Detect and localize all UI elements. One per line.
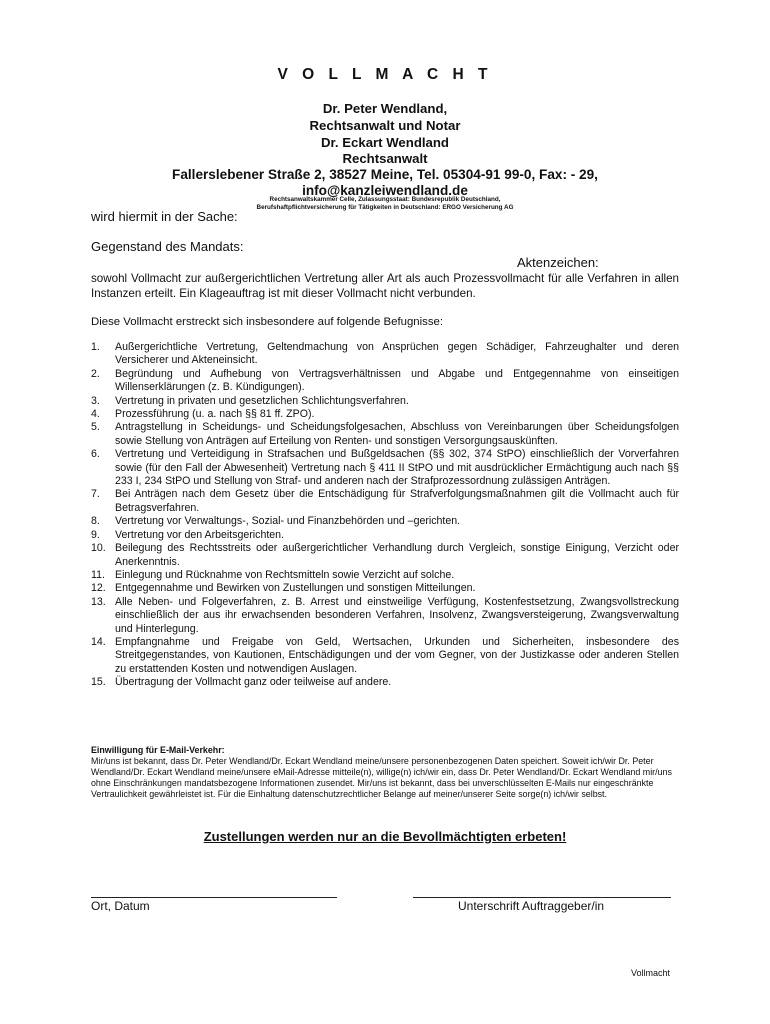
list-item-text: Antragstellung in Scheidungs- und Scheidungsfolgesachen, Abschluss von Vereinbarungen über Scheidungsfolgen sowie Stellung von Anträgen auf Erteilung von Renten- und sonstigen Versorgungsauskünften. [115, 421, 679, 447]
list-item-number: 15. [91, 676, 106, 689]
email-consent-heading: Einwilligung für E-Mail-Verkehr: [91, 745, 225, 755]
list-item-number: 10. [91, 542, 106, 555]
list-item-number: 5. [91, 421, 100, 434]
list-item [91, 448, 679, 488]
list-item [91, 636, 679, 676]
insurance-info: Berufshaftpflichtversicherung für Tätigkeiten in Deutschland: ERGO Versicherung AG [256, 204, 514, 211]
chamber-info: Rechtsanwaltskammer Celle, Zulassungsstaat: Bundesrepublik Deutschland, [269, 196, 501, 203]
lawyer-name-2: Dr. Eckart Wendland [320, 135, 449, 150]
list-item-number: 4. [91, 408, 100, 421]
list-item [91, 341, 679, 368]
signature-line-auftraggeber[interactable] [413, 897, 671, 898]
befugnisse-list [91, 341, 679, 690]
list-item-text: Begründung und Aufhebung von Vertragsverhältnissen und Abgabe und Entgegennahme von einseitigen Willenserklärungen (z. B. Kündigungen). [115, 367, 679, 394]
list-item-text: Vertretung und Verteidigung in Strafsachen und Bußgeldsachen (§§ 302, 374 StPO) einschließlich der Vorverfahren sowie (für den Fall der Abwesenheit) Vertretung nach § 411 II StPO und mit ausdrücklicher Ermächtigung auch nach §§ 233 I, 234 StPO und Stellung von Straf- und anderen nach der Strafprozessordnung zulässigen Anträgen. [115, 448, 679, 488]
list-item-text: Empfangnahme und Freigabe von Geld, Wertsachen, Urkunden und Sicherheiten, insbesondere des Streitgegenstandes, von Kautionen, Entschädigungen und der vom Gegner, von der Justizkasse oder anderen Stellen zu erstattenden Kosten und notwendigen Auslagen. [115, 635, 679, 675]
list-item-text: Außergerichtliche Vertretung, Geltendmachung von Ansprüchen gegen Schädiger, Fahrzeughalter und deren Versicherer und Akteneinsicht. [115, 341, 679, 367]
lawyer-role-1: Rechtsanwalt und Notar [309, 118, 461, 133]
list-item-number: 3. [91, 394, 100, 407]
intro-text: wird hiermit in der Sache: [91, 209, 238, 224]
zustellungen-notice: Zustellungen werden nur an die Bevollmächtigten erbeten! [203, 829, 567, 844]
lawyer-role-2: Rechtsanwalt [342, 151, 428, 166]
list-item-text: Vertretung in privaten und gesetzlichen Schlichtungsverfahren. [115, 394, 409, 407]
list-item-number: 11. [91, 568, 105, 581]
list-item [91, 488, 679, 515]
list-item [91, 596, 679, 636]
list-item [91, 395, 679, 408]
list-item [91, 569, 679, 582]
list-item-number: 9. [91, 528, 100, 541]
befugnisse-intro: Diese Vollmacht erstreckt sich insbesondere auf folgende Befugnisse: [91, 316, 444, 328]
document-title: V O L L M A C H T [277, 66, 493, 83]
aktenzeichen-label: Aktenzeichen: [517, 255, 599, 270]
list-item-number: 8. [91, 515, 100, 528]
email-consent-section [91, 745, 685, 800]
list-item [91, 421, 679, 448]
gegenstand-label: Gegenstand des Mandats: [91, 239, 244, 254]
lawyer-name-1: Dr. Peter Wendland, [322, 101, 448, 116]
list-item-text: Prozessführung (u. a. nach §§ 81 ff. ZPO). [115, 408, 315, 421]
list-item-text: Einlegung und Rücknahme von Rechtsmitteln sowie Verzicht auf solche. [115, 568, 455, 581]
list-item [91, 582, 679, 595]
list-item-number: 1. [91, 341, 100, 353]
email-consent-text: Mir/uns ist bekannt, dass Dr. Peter Wendland/Dr. Eckart Wendland meine/unsere personenbezogenen Daten speichert. Soweit ich/wir Dr. Peter Wendland/Dr. Eckart Wendland meine/unsere eMail-Adresse mitteile(n), willige(n) ich/wir ein, dass Dr. Peter Wendland/Dr. Eckart Wendland mir/uns ohne Einschränkungen mandatsbezogene Informationen zusendet. Mir/uns ist bekannt, dass bei unverschlüsselten E-Mails nur eingeschränkte Vertraulichkeit gewährleistet ist. Für die Einhaltung datenschutzrechtlicher Belange auf meiner/unserer Seite sorge(n) ich/wir selbst. [91, 756, 672, 799]
list-item-text: Bei Anträgen nach dem Gesetz über die Entschädigung für Strafverfolgungsmaßnahmen gilt die Vollmacht auch für Betragsverfahren. [115, 488, 679, 514]
list-item [91, 542, 679, 569]
office-address: Fallerslebener Straße 2, 38527 Meine, Tel. 05304-91 99-0, Fax: - 29, [172, 167, 598, 182]
vollmacht-text: sowohl Vollmacht zur außergerichtlichen Vertretung aller Art als auch Prozessvollmacht für alle Verfahren in allen Instanzen erteilt. Ein Klageauftrag ist mit dieser Vollmacht nicht verbunden. [91, 272, 679, 300]
list-item-text: Beilegung des Rechtsstreits oder außergerichtlicher Verhandlung durch Vergleich, sonstige Einigung, Verzicht oder Anerkenntnis. [115, 542, 679, 568]
footer-label: Vollmacht [631, 968, 671, 978]
list-item-number: 14. [91, 635, 106, 648]
list-item-number: 7. [91, 488, 100, 501]
signature-line-ort-datum[interactable] [91, 897, 337, 898]
list-item [91, 515, 679, 528]
list-item-text: Vertretung vor Verwaltungs-, Sozial- und Finanzbehörden und –gerichten. [115, 515, 461, 528]
list-item [91, 408, 679, 421]
list-item [91, 368, 679, 395]
list-item-text: Entgegennahme und Bewirken von Zustellungen und sonstigen Mitteilungen. [115, 582, 476, 595]
list-item [91, 676, 679, 689]
ort-datum-label: Ort, Datum [91, 899, 150, 913]
unterschrift-label: Unterschrift Auftraggeber/in [458, 899, 605, 913]
office-email: info@kanzleiwendland.de [302, 183, 468, 198]
list-item-text: Vertretung vor den Arbeitsgerichten. [115, 528, 285, 541]
list-item-number: 6. [91, 448, 100, 461]
list-item-number: 13. [91, 595, 106, 608]
list-item-number: 12. [91, 582, 106, 595]
list-item-text: Alle Neben- und Folgeverfahren, z. B. Arrest und einstweilige Verfügung, Kostenfestsetzung, Zwangsvollstreckung einschließlich der aus ihr erwachsenden besonderen Verfahren, Insolvenz, Zwangsversteigerung, Zwangsverwaltung und Hinterlegung. [115, 595, 679, 635]
list-item-text: Übertragung der Vollmacht ganz oder teilweise auf andere. [115, 676, 392, 689]
list-item [91, 529, 679, 542]
list-item-number: 2. [91, 367, 100, 380]
